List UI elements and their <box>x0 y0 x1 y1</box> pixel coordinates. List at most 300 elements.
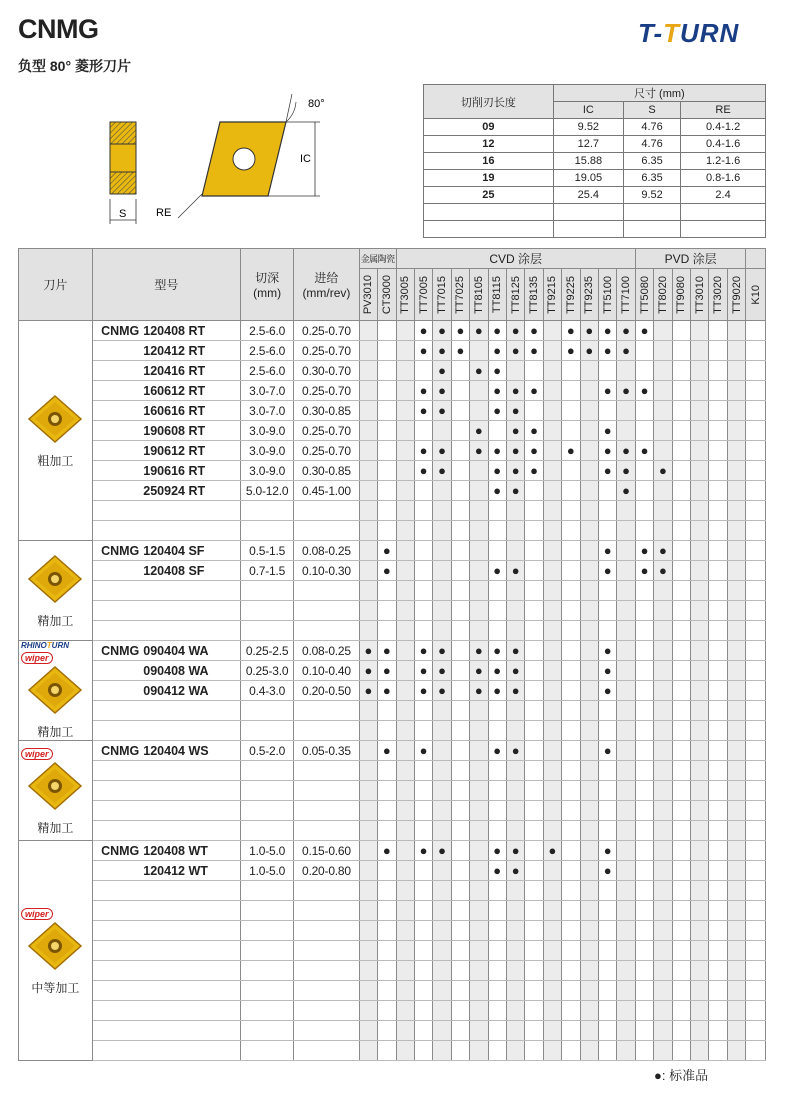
availability-cell <box>378 981 396 1001</box>
availability-cell <box>635 1001 653 1021</box>
insert-thumbnail-icon <box>26 920 84 972</box>
availability-cell <box>414 981 432 1001</box>
table-row <box>19 601 766 621</box>
table-row <box>19 801 766 821</box>
availability-cell <box>506 781 524 801</box>
availability-cell <box>727 621 745 641</box>
availability-cell <box>672 861 690 881</box>
standard-dot: ● <box>525 421 543 441</box>
availability-cell <box>617 641 635 661</box>
standard-dot: ● <box>378 841 396 861</box>
availability-cell <box>617 361 635 381</box>
availability-cell <box>691 861 709 881</box>
availability-cell <box>451 921 469 941</box>
dim-row <box>424 153 766 170</box>
availability-cell <box>488 501 506 521</box>
availability-cell <box>414 561 432 581</box>
availability-cell <box>672 361 690 381</box>
insert-thumbnail-icon <box>26 664 84 716</box>
availability-cell <box>727 861 745 881</box>
standard-dot: ● <box>506 401 524 421</box>
availability-cell <box>635 761 653 781</box>
feed-cell <box>294 1001 359 1021</box>
availability-cell <box>396 921 414 941</box>
availability-cell <box>709 881 727 901</box>
availability-cell <box>414 541 432 561</box>
availability-cell <box>359 721 377 741</box>
availability-cell <box>598 821 616 841</box>
availability-cell <box>562 921 580 941</box>
standard-dot: ● <box>488 381 506 401</box>
availability-cell <box>525 921 543 941</box>
availability-cell <box>691 1001 709 1021</box>
model-code: 120412 WT <box>141 861 240 881</box>
depth-cell <box>241 1041 294 1061</box>
availability-cell <box>635 501 653 521</box>
availability-cell <box>709 661 727 681</box>
availability-cell <box>525 721 543 741</box>
availability-cell <box>672 581 690 601</box>
availability-cell <box>543 1001 561 1021</box>
availability-cell <box>396 801 414 821</box>
availability-cell <box>488 821 506 841</box>
standard-dot: ● <box>488 561 506 581</box>
model-prefix: CNMG <box>92 541 141 561</box>
standard-dot: ● <box>433 441 451 461</box>
availability-cell <box>580 361 598 381</box>
ic-label: IC <box>300 153 311 165</box>
rhino-turn-logo <box>19 641 92 650</box>
availability-cell <box>470 541 488 561</box>
availability-cell <box>488 521 506 541</box>
header-depth <box>241 249 294 321</box>
availability-cell <box>433 521 451 541</box>
table-row <box>19 361 766 381</box>
availability-cell <box>635 981 653 1001</box>
standard-dot: ● <box>488 461 506 481</box>
grade-header <box>727 269 745 321</box>
availability-cell <box>562 901 580 921</box>
availability-cell <box>727 901 745 921</box>
grade-header <box>654 269 672 321</box>
availability-cell <box>488 421 506 441</box>
availability-cell <box>691 1041 709 1061</box>
availability-cell <box>359 341 377 361</box>
dim-value-cell: 0.4-1.2 <box>681 119 766 136</box>
dim-row <box>424 221 766 238</box>
availability-cell <box>359 421 377 441</box>
availability-cell <box>654 1021 672 1041</box>
dim-value-cell: 0.8-1.6 <box>681 170 766 187</box>
availability-cell <box>543 501 561 521</box>
availability-cell <box>359 521 377 541</box>
grade-header <box>617 269 635 321</box>
availability-cell <box>598 1001 616 1021</box>
depth-cell: 1.0-5.0 <box>241 861 294 881</box>
model-code <box>141 601 240 621</box>
availability-cell <box>727 741 745 761</box>
standard-dot: ● <box>506 861 524 881</box>
availability-cell <box>562 961 580 981</box>
model-prefix <box>92 561 141 581</box>
availability-cell <box>727 321 745 341</box>
availability-cell <box>691 501 709 521</box>
standard-dot: ● <box>488 321 506 341</box>
availability-cell <box>451 661 469 681</box>
availability-cell <box>598 781 616 801</box>
availability-cell <box>709 961 727 981</box>
availability-cell <box>525 861 543 881</box>
availability-cell <box>359 461 377 481</box>
availability-cell <box>378 1041 396 1061</box>
standard-dot: ● <box>488 481 506 501</box>
availability-cell <box>543 761 561 781</box>
table-row <box>19 841 766 861</box>
model-prefix <box>92 1001 141 1021</box>
model-prefix <box>92 941 141 961</box>
availability-cell <box>543 441 561 461</box>
availability-cell <box>488 961 506 981</box>
standard-dot: ● <box>562 321 580 341</box>
availability-cell <box>709 401 727 421</box>
availability-cell <box>672 421 690 441</box>
standard-dot: ● <box>378 641 396 661</box>
availability-cell <box>709 461 727 481</box>
availability-cell <box>359 921 377 941</box>
availability-cell <box>488 621 506 641</box>
standard-dot: ● <box>378 561 396 581</box>
availability-cell <box>470 1041 488 1061</box>
availability-cell <box>727 681 745 701</box>
availability-cell <box>378 721 396 741</box>
availability-cell <box>470 401 488 421</box>
standard-dot: ● <box>525 381 543 401</box>
availability-cell <box>746 501 766 521</box>
standard-dot: ● <box>470 361 488 381</box>
model-code: 190616 RT <box>141 461 240 481</box>
availability-cell <box>654 741 672 761</box>
availability-cell <box>359 481 377 501</box>
availability-cell <box>617 981 635 1001</box>
availability-cell <box>746 321 766 341</box>
availability-cell <box>598 581 616 601</box>
availability-cell <box>672 401 690 421</box>
availability-cell <box>396 581 414 601</box>
availability-cell <box>562 381 580 401</box>
availability-cell <box>414 721 432 741</box>
standard-dot: ● <box>378 541 396 561</box>
availability-cell <box>378 401 396 421</box>
standard-dot: ● <box>470 681 488 701</box>
availability-cell <box>709 601 727 621</box>
availability-cell <box>691 921 709 941</box>
availability-cell <box>359 821 377 841</box>
depth-cell <box>241 981 294 1001</box>
availability-cell <box>543 341 561 361</box>
availability-cell <box>433 741 451 761</box>
availability-cell <box>727 721 745 741</box>
depth-cell: 0.4-3.0 <box>241 681 294 701</box>
availability-cell <box>506 941 524 961</box>
header-k <box>746 249 766 269</box>
model-prefix <box>92 481 141 501</box>
model-code <box>141 961 240 981</box>
availability-cell <box>746 581 766 601</box>
availability-cell <box>543 381 561 401</box>
operation-label: 精加工 <box>37 725 74 739</box>
availability-cell <box>635 641 653 661</box>
model-code: 090404 WA <box>141 641 240 661</box>
dim-value-cell: 15.88 <box>553 153 623 170</box>
availability-cell <box>617 1001 635 1021</box>
availability-cell <box>654 361 672 381</box>
grade-header <box>488 269 506 321</box>
availability-cell <box>543 821 561 841</box>
model-prefix: CNMG <box>92 641 141 661</box>
availability-cell <box>727 781 745 801</box>
availability-cell <box>470 961 488 981</box>
availability-cell <box>727 661 745 681</box>
feed-cell <box>294 501 359 521</box>
availability-cell <box>396 641 414 661</box>
table-row <box>19 881 766 901</box>
availability-cell <box>396 1041 414 1061</box>
availability-cell <box>378 461 396 481</box>
availability-cell <box>746 381 766 401</box>
availability-cell <box>691 321 709 341</box>
table-row <box>19 561 766 581</box>
brand-prefix: T- <box>638 18 664 48</box>
availability-cell <box>635 481 653 501</box>
feed-cell: 0.08-0.25 <box>294 541 359 561</box>
availability-cell <box>359 981 377 1001</box>
table-row <box>19 1001 766 1021</box>
standard-dot: ● <box>580 321 598 341</box>
standard-dot: ● <box>470 441 488 461</box>
standard-dot: ● <box>562 441 580 461</box>
availability-cell <box>451 1001 469 1021</box>
availability-cell <box>396 701 414 721</box>
standard-dot: ● <box>654 561 672 581</box>
depth-cell <box>241 761 294 781</box>
rhino-suffix: URN <box>51 641 70 650</box>
model-code <box>141 621 240 641</box>
availability-cell <box>488 1041 506 1061</box>
availability-cell <box>746 401 766 421</box>
table-row <box>19 641 766 661</box>
availability-cell <box>359 1001 377 1021</box>
availability-cell <box>635 581 653 601</box>
availability-cell <box>543 921 561 941</box>
availability-cell <box>635 521 653 541</box>
availability-cell <box>543 581 561 601</box>
feed-cell <box>294 701 359 721</box>
depth-cell: 3.0-7.0 <box>241 401 294 421</box>
standard-dot: ● <box>525 321 543 341</box>
availability-cell <box>635 801 653 821</box>
brand-suffix: URN <box>680 18 740 48</box>
availability-cell <box>580 441 598 461</box>
dim-header-s: S <box>624 102 681 119</box>
table-row <box>19 681 766 701</box>
availability-cell <box>525 761 543 781</box>
availability-cell <box>525 941 543 961</box>
availability-cell <box>580 381 598 401</box>
availability-cell <box>635 701 653 721</box>
availability-cell <box>451 381 469 401</box>
availability-cell <box>691 361 709 381</box>
availability-cell <box>543 701 561 721</box>
availability-cell <box>525 501 543 521</box>
grade-header-label: TT3005 <box>399 275 412 314</box>
availability-cell <box>414 1041 432 1061</box>
grade-header <box>396 269 414 321</box>
availability-cell <box>672 941 690 961</box>
feed-cell: 0.25-0.70 <box>294 341 359 361</box>
availability-cell <box>580 761 598 781</box>
standard-dot: ● <box>414 641 432 661</box>
availability-cell <box>580 921 598 941</box>
availability-cell <box>727 881 745 901</box>
model-code: 090412 WA <box>141 681 240 701</box>
availability-cell <box>746 861 766 881</box>
availability-cell <box>746 681 766 701</box>
availability-cell <box>746 461 766 481</box>
availability-cell <box>470 1021 488 1041</box>
availability-cell <box>359 781 377 801</box>
availability-cell <box>543 601 561 621</box>
availability-cell <box>709 581 727 601</box>
grade-header-label: TT8115 <box>491 275 504 314</box>
brand-logo <box>638 18 739 49</box>
availability-cell <box>580 1021 598 1041</box>
availability-cell <box>488 981 506 1001</box>
grade-header <box>746 269 766 321</box>
availability-cell <box>746 621 766 641</box>
availability-cell <box>359 861 377 881</box>
availability-cell <box>746 721 766 741</box>
availability-cell <box>562 761 580 781</box>
insert-cell <box>19 541 93 641</box>
grade-header-label: TT8105 <box>472 275 485 314</box>
availability-cell <box>691 661 709 681</box>
availability-cell <box>543 621 561 641</box>
availability-cell <box>746 481 766 501</box>
availability-cell <box>378 941 396 961</box>
availability-cell <box>470 521 488 541</box>
availability-cell <box>451 361 469 381</box>
availability-cell <box>378 1001 396 1021</box>
availability-cell <box>727 641 745 661</box>
availability-cell <box>525 481 543 501</box>
availability-cell <box>378 381 396 401</box>
standard-dot: ● <box>506 341 524 361</box>
availability-cell <box>433 901 451 921</box>
depth-cell: 2.5-6.0 <box>241 321 294 341</box>
feed-cell <box>294 881 359 901</box>
availability-cell <box>709 481 727 501</box>
availability-cell <box>746 1001 766 1021</box>
availability-cell <box>506 1021 524 1041</box>
standard-dot: ● <box>525 341 543 361</box>
availability-cell <box>488 701 506 721</box>
availability-cell <box>414 861 432 881</box>
depth-cell: 2.5-6.0 <box>241 361 294 381</box>
availability-cell <box>378 861 396 881</box>
depth-cell <box>241 701 294 721</box>
depth-cell: 0.5-1.5 <box>241 541 294 561</box>
standard-dot: ● <box>617 381 635 401</box>
availability-cell <box>506 581 524 601</box>
insert-drawing <box>100 92 340 232</box>
availability-cell <box>543 461 561 481</box>
model-prefix <box>92 401 141 421</box>
availability-cell <box>709 861 727 881</box>
standard-dot: ● <box>433 461 451 481</box>
availability-cell <box>691 341 709 361</box>
availability-cell <box>414 881 432 901</box>
availability-cell <box>746 981 766 1001</box>
availability-cell <box>396 1021 414 1041</box>
availability-cell <box>543 421 561 441</box>
availability-cell <box>359 621 377 641</box>
availability-cell <box>746 961 766 981</box>
availability-cell <box>396 661 414 681</box>
table-row <box>19 741 766 761</box>
availability-cell <box>580 641 598 661</box>
dim-value-cell <box>624 204 681 221</box>
availability-cell <box>617 521 635 541</box>
availability-cell <box>433 701 451 721</box>
availability-cell <box>396 721 414 741</box>
standard-dot: ● <box>470 641 488 661</box>
model-prefix <box>92 861 141 881</box>
availability-cell <box>433 601 451 621</box>
table-row <box>19 781 766 801</box>
availability-cell <box>562 801 580 821</box>
availability-cell <box>378 341 396 361</box>
availability-cell <box>672 321 690 341</box>
availability-cell <box>635 741 653 761</box>
header-feed-label: 进给 <box>314 271 339 285</box>
standard-dot: ● <box>635 381 653 401</box>
availability-cell <box>709 1041 727 1061</box>
availability-cell <box>543 1041 561 1061</box>
dim-value-cell: 2.4 <box>681 187 766 204</box>
availability-cell <box>691 421 709 441</box>
table-row <box>19 921 766 941</box>
availability-cell <box>746 921 766 941</box>
standard-dot: ● <box>433 341 451 361</box>
availability-cell <box>654 1001 672 1021</box>
availability-cell <box>378 921 396 941</box>
availability-cell <box>598 1041 616 1061</box>
availability-cell <box>506 501 524 521</box>
availability-cell <box>709 341 727 361</box>
availability-cell <box>562 621 580 641</box>
depth-cell: 0.5-2.0 <box>241 741 294 761</box>
dim-code-cell <box>424 204 554 221</box>
model-prefix <box>92 1041 141 1061</box>
availability-cell <box>580 961 598 981</box>
availability-cell <box>562 521 580 541</box>
availability-cell <box>433 881 451 901</box>
table-row <box>19 401 766 421</box>
standard-dot: ● <box>506 481 524 501</box>
feed-cell: 0.10-0.30 <box>294 561 359 581</box>
availability-cell <box>451 521 469 541</box>
model-prefix: CNMG <box>92 321 141 341</box>
